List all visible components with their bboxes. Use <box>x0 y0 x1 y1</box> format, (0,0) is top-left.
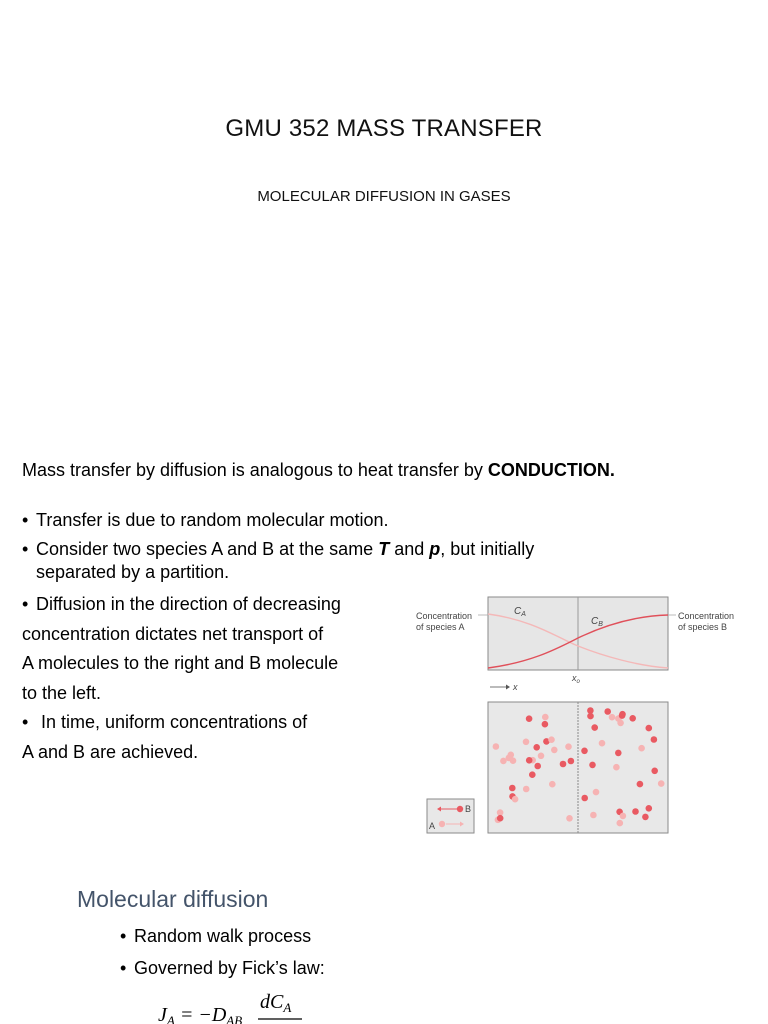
bullet-two-species-cont: separated by a partition. <box>36 562 230 582</box>
molecule-a <box>493 743 500 750</box>
x-axis-arrowhead <box>506 685 510 690</box>
slide-title: GMU 352 MASS TRANSFER <box>225 115 543 142</box>
bullet-text: Governed by Fick’s law: <box>134 958 325 978</box>
bullet3-line2: concentration dictates net transport of <box>22 623 324 644</box>
legend-label-a: A <box>429 821 436 831</box>
molecule-b <box>615 750 622 757</box>
molecule-b <box>581 795 588 802</box>
bullet-text-end: , but initially <box>440 539 535 559</box>
molecule-b <box>589 762 596 769</box>
molecule-b <box>632 808 639 815</box>
label-conc-b-1: Concentration <box>678 611 735 621</box>
molecule-b <box>587 713 594 720</box>
ficks-law-equation <box>150 988 350 1024</box>
section-heading: Molecular diffusion <box>77 886 269 912</box>
bullet-text-and: and <box>389 539 430 559</box>
bullet-ficks-law <box>120 958 325 979</box>
molecule-a <box>565 743 572 750</box>
legend-label-b: B <box>465 804 472 814</box>
label-conc-a-1: Concentration <box>416 611 473 621</box>
bullet-glyph: • <box>22 594 29 614</box>
molecule-a <box>638 745 645 752</box>
molecule-b <box>637 781 644 788</box>
label-cb: $C_B$ <box>591 616 603 628</box>
intro-paragraph <box>22 460 615 481</box>
molecule-b <box>646 805 653 812</box>
molecule-a <box>523 786 530 793</box>
label-xo: $x_o$ <box>572 673 580 685</box>
label-conc-b-2: of species B <box>678 622 728 632</box>
label-conc-a-2: of species A <box>416 622 465 632</box>
diffusion-figure <box>408 590 748 840</box>
molecule-a <box>542 714 549 721</box>
molecule-b <box>581 748 588 755</box>
molecule-a <box>538 753 545 760</box>
molecule-b <box>526 757 533 764</box>
molecule-a <box>512 796 519 803</box>
bullet-text: Consider two species A and B at the same <box>36 539 379 559</box>
molecule-a <box>523 739 530 746</box>
bullet-text: Random walk process <box>134 926 312 946</box>
bullet3-line1: Diffusion in the direction of decreasing <box>36 594 341 614</box>
molecule-b <box>642 814 649 821</box>
bullet-diffusion-direction <box>22 590 341 708</box>
bullet3-line4: to the left. <box>22 682 102 703</box>
molecule-b <box>651 768 658 775</box>
molecule-b <box>591 724 598 731</box>
molecule-a <box>658 780 665 787</box>
molecule-b <box>526 715 533 722</box>
molecule-a <box>617 820 624 827</box>
molecule-a <box>593 789 600 796</box>
molecule-b <box>497 815 504 822</box>
molecule-a <box>548 736 555 743</box>
molecule-a <box>617 720 624 727</box>
legend-dot-a <box>439 821 445 827</box>
symbol-p: p <box>429 539 441 559</box>
molecule-b <box>533 744 540 751</box>
molecule-a <box>613 764 620 771</box>
bullet-glyph: • <box>120 958 127 978</box>
molecule-a <box>590 812 597 819</box>
molecule-a <box>551 747 558 754</box>
bullet-glyph: • <box>22 539 29 559</box>
molecule-a <box>508 752 515 759</box>
intro-text: Mass transfer by diffusion is analogous to heat transfer by <box>22 460 488 480</box>
label-ca: $C_A$ <box>514 606 526 618</box>
bullet4-line2: A and B are achieved. <box>22 741 199 762</box>
molecule-b <box>619 712 626 719</box>
molecule-a <box>599 740 606 747</box>
molecule-b <box>509 785 516 792</box>
molecule-b <box>629 715 636 722</box>
molecule-b <box>651 736 658 743</box>
bullet-text: Transfer is due to random molecular motion. <box>36 510 389 530</box>
bullet-glyph: • <box>120 926 127 946</box>
legend-dot-b <box>457 806 463 812</box>
eq-numerator: $dC_A$ <box>260 991 292 1015</box>
molecule-a <box>549 781 556 788</box>
molecule-b <box>529 771 536 778</box>
bullet-two-species <box>22 538 534 560</box>
bullet-glyph: • <box>22 510 29 530</box>
bullet-random-walk <box>120 926 311 947</box>
bullet4-line1: In time, uniform concentrations of <box>36 712 308 732</box>
molecule-b <box>534 763 541 770</box>
eq-lhs: $J_A = -D_{AB}$ <box>158 1004 243 1024</box>
bullet-random-motion <box>22 509 389 531</box>
molecule-a <box>620 813 627 820</box>
molecule-b <box>604 708 611 715</box>
molecule-b <box>542 721 549 728</box>
molecule-a <box>609 714 616 721</box>
molecule-b <box>646 725 653 732</box>
molecule-b <box>568 758 575 765</box>
intro-bold: CONDUCTION. <box>487 460 615 480</box>
label-x: x <box>513 682 518 692</box>
bullet-uniform-concentration <box>22 708 307 767</box>
molecule-a <box>566 815 573 822</box>
slide-subtitle: MOLECULAR DIFFUSION IN GASES <box>257 188 511 205</box>
symbol-T: T <box>378 539 390 559</box>
bullet3-line3: A molecules to the right and B molecule <box>22 653 339 673</box>
molecule-b <box>560 761 567 768</box>
bullet-glyph: • <box>22 712 29 732</box>
